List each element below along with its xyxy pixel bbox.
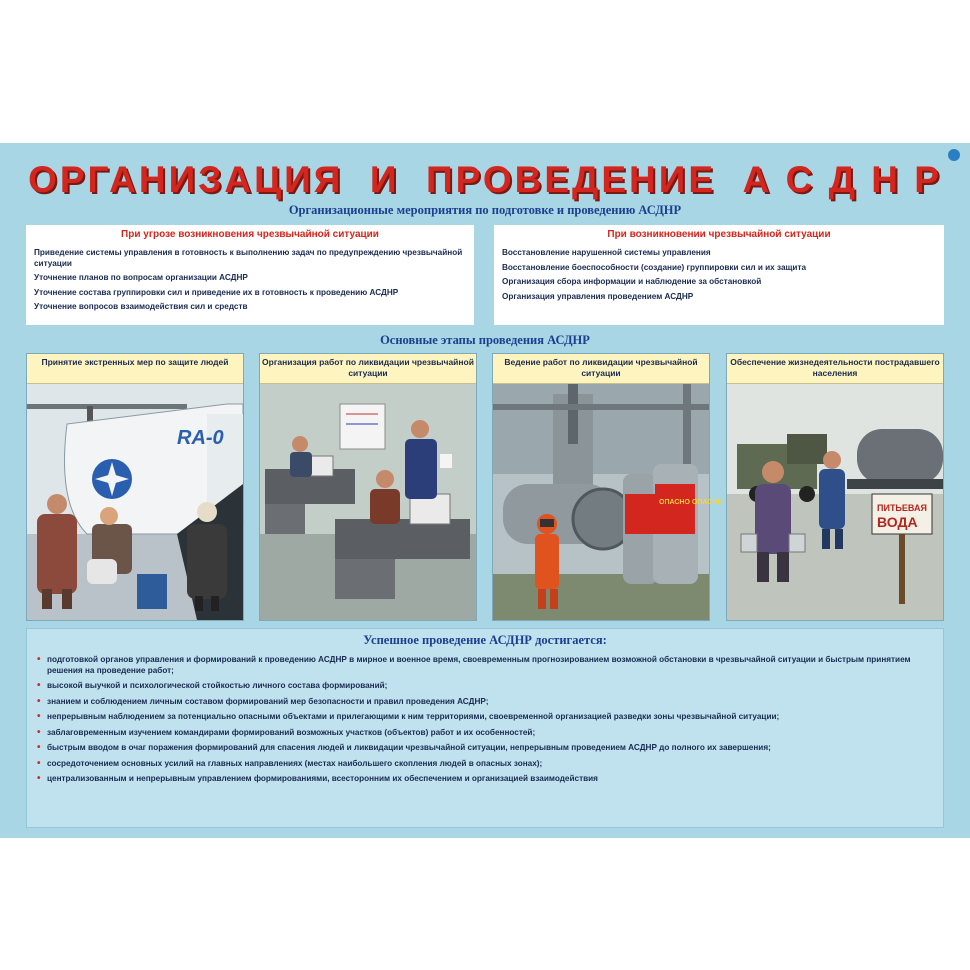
list-item: • заблаговременным изучением командирами формирований возможных участков (объектов) работ и их особенностей; — [37, 728, 933, 739]
industrial-illustration — [493, 384, 723, 620]
occurrence-item: Восстановление нарушенной системы управления — [502, 248, 711, 257]
list-item: • высокой выучкой и психологической стойкостью личного состава формирований; — [37, 681, 933, 692]
water-sign-line1: ПИТЬЕВАЯ — [877, 503, 927, 513]
list-item: • централизованным и непрерывным управлением формированиями, всесторонним их обеспечением и организацией взаимодействия — [37, 774, 933, 785]
helicopter-mark: RA-0 — [177, 427, 224, 449]
poster — [0, 143, 970, 838]
threat-item: Приведение системы управления в готовность к выполнению задач по предупреждению чрезвычайной ситуации — [34, 248, 463, 268]
success-title: Успешное проведение АСДНР достигается: — [363, 633, 607, 647]
occurrence-item: Организация управления проведением АСДНР — [502, 291, 694, 301]
stage-caption: Обеспечение жизнедеятельности пострадавшего населения — [727, 354, 943, 384]
list-item: • знанием и соблюдением личным составом формирований мер безопасности и правил проведения АСДНР; — [37, 697, 933, 708]
threat-item: Уточнение планов по вопросам организации АСДНР — [34, 273, 248, 282]
list-item: • быстрым вводом в очаг поражения формирований для спасения людей и ликвидации чрезвычайной ситуации, непрерывным проведением АСДНР до полного их завершения; — [37, 743, 933, 754]
poster-subtitle: Организационные мероприятия по подготовке и проведению АСДНР — [288, 203, 682, 217]
water-sign-line2: ВОДА — [877, 514, 918, 530]
threat-item: Уточнение состава группировки сил и приведение их в готовность к проведению АСДНР — [34, 287, 399, 297]
threat-item: Уточнение вопросов взаимодействия сил и средств — [34, 302, 248, 311]
occurrence-panel — [494, 225, 944, 325]
threat-panel — [26, 225, 474, 325]
occurrence-item: Восстановление боеспособности (создание) группировки сил и их защита — [502, 262, 807, 272]
danger-label: ОПАСНО ОПАСНО — [659, 499, 723, 506]
stage-card-rescue — [26, 353, 244, 621]
list-item: • сосредоточением основных усилий на главных направлениях (местах наибольшего скопления людей в опасных зонах); — [37, 759, 933, 770]
stage-caption: Ведение работ по ликвидации чрезвычайной ситуации — [493, 354, 709, 384]
stage-caption: Принятие экстренных мер по защите людей — [27, 354, 243, 384]
stage-card-organization — [259, 353, 477, 621]
stage-card-liquidation — [492, 353, 723, 621]
success-list — [27, 655, 943, 785]
stage-caption: Организация работ по ликвидации чрезвычайной ситуации — [260, 354, 476, 384]
helicopter-illustration — [27, 384, 243, 620]
list-item: • непрерывным наблюдением за потенциально опасными объектами и прилегающими к ним территориями, своевременной организацией разведки зоны чрезвычайной ситуации; — [37, 712, 933, 723]
success-box — [26, 628, 944, 828]
office-illustration — [260, 384, 476, 620]
occurrence-panel-title: При возникновении чрезвычайной ситуации — [607, 229, 831, 240]
water-supply-illustration — [727, 384, 943, 620]
stages-title: Основные этапы проведения АСДНР — [380, 333, 590, 347]
stage-card-life-support — [726, 353, 944, 621]
occurrence-item: Организация сбора информации и наблюдение за обстановкой — [502, 277, 762, 286]
threat-panel-title: При угрозе возникновения чрезвычайной ситуации — [121, 229, 379, 240]
list-item: • подготовкой органов управления и формирований к проведению АСДНР в мирное и военное время, своевременным прогнозированием возможной обстановки в чрезвычайной ситуации и быстрым принятием решения на проведение работ; — [37, 655, 933, 676]
poster-title: ОРГАНИЗАЦИЯ И ПРОВЕДЕНИЕ А С Д Н Р — [28, 159, 942, 200]
